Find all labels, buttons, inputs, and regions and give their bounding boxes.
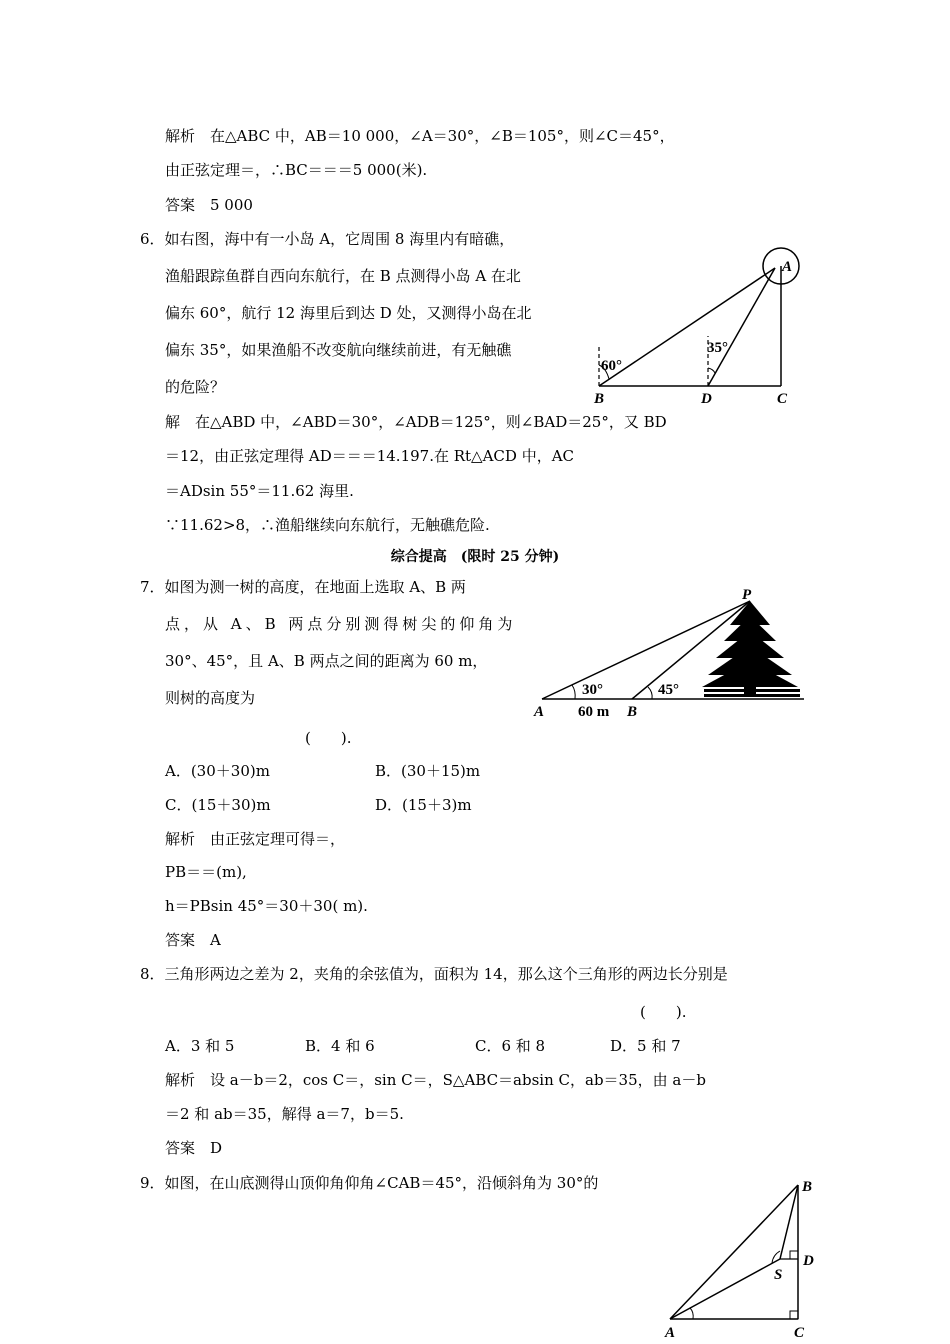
option-8-C: C．6 和 8 xyxy=(475,1037,546,1055)
solution-8-line-2: ＝2 和 ab＝35，解得 a＝7，b＝5. xyxy=(165,1105,404,1123)
problem-6-line-4: 偏东 35°，如果渔船不改变航向继续前进，有无触礁 xyxy=(165,341,512,359)
label-C: C xyxy=(777,391,788,407)
solution-6-line-2: ＝12，由正弦定理得 AD＝＝＝14.197.在 Rt△ACD 中，AC xyxy=(165,447,575,465)
problem-6-line-3: 偏东 60°，航行 12 海里后到达 D 处，又测得小岛在北 xyxy=(165,304,532,322)
problem-6-line-1: 6．如右图，海中有一小岛 A，它周围 8 海里内有暗礁， xyxy=(140,230,515,248)
figure-island-diagram xyxy=(585,240,815,410)
answer-8: 答案 D xyxy=(165,1139,223,1157)
solution-5-line-1: 解析 在△ABC 中，AB＝10 000，∠A＝30°，∠B＝105°，则∠C＝45°， xyxy=(165,127,675,145)
tree-icon xyxy=(702,601,800,697)
option-8-D: D．5 和 7 xyxy=(610,1037,681,1055)
option-8-B: B．4 和 6 xyxy=(305,1037,375,1055)
solution-6-line-3: ＝ADsin 55°＝11.62 海里. xyxy=(165,482,354,500)
figure-tree-diagram xyxy=(528,583,808,723)
solution-6-line-1: 解 在△ABD 中，∠ABD＝30°，∠ADB＝125°，则∠BAD＝25°，又 BD xyxy=(165,413,667,431)
problem-7-line-3: 30°、45°，且 A、B 两点之间的距离为 60 m， xyxy=(165,652,488,670)
problem-7-line-4: 则树的高度为 xyxy=(165,689,256,707)
distance-60m: 60 m xyxy=(578,704,610,720)
label-S: S xyxy=(774,1267,783,1283)
option-7-C: C．(15＋30)m xyxy=(165,796,271,814)
label-A: A xyxy=(665,1325,676,1341)
solution-5-line-2: 由正弦定理＝，∴BC＝＝＝5 000(米). xyxy=(165,161,428,179)
problem-7-paren: ( ). xyxy=(305,729,352,747)
problem-6-line-2: 渔船跟踪鱼群自西向东航行，在 B 点测得小岛 A 在北 xyxy=(165,267,521,285)
answer-7: 答案 A xyxy=(165,931,221,949)
option-7-D: D．(15＋3)m xyxy=(375,796,472,814)
section-heading: 综合提高 (限时 25 分钟) xyxy=(390,549,560,565)
problem-7-line-1: 7．如图为测一树的高度，在地面上选取 A、B 两 xyxy=(140,578,466,596)
label-A: A xyxy=(782,259,793,275)
angle-45: 45° xyxy=(658,682,679,698)
option-7-B: B．(30＋15)m xyxy=(375,762,481,780)
solution-7-line-1: 解析 由正弦定理可得＝， xyxy=(165,830,346,848)
label-D: D xyxy=(701,391,712,407)
problem-8-paren: ( ). xyxy=(640,1003,687,1021)
label-B: B xyxy=(594,391,605,407)
angle-30: 30° xyxy=(582,682,603,698)
option-8-A: A．3 和 5 xyxy=(165,1037,235,1055)
problem-8-line-1: 8．三角形两边之差为 2，夹角的余弦值为，面积为 14，那么这个三角形的两边长分别是 xyxy=(140,965,728,983)
label-C: C xyxy=(794,1325,805,1341)
problem-6-line-5: 的危险？ xyxy=(165,378,226,396)
solution-6-line-4: ∵11.62>8，∴渔船继续向东航行，无触礁危险. xyxy=(165,516,490,534)
angle-60: 60° xyxy=(601,358,622,374)
option-7-A: A．(30＋30)m xyxy=(165,762,270,780)
answer-5: 答案 5 000 xyxy=(165,196,253,214)
label-A: A xyxy=(534,704,545,720)
label-B: B xyxy=(802,1179,813,1195)
solution-7-line-2: PB＝＝(m), xyxy=(165,863,247,881)
problem-9-line-1: 9．如图，在山底测得山顶仰角仰角∠CAB＝45°，沿倾斜角为 30°的 xyxy=(140,1174,599,1192)
label-D: D xyxy=(803,1253,814,1269)
label-P: P xyxy=(742,587,752,603)
label-B: B xyxy=(627,704,638,720)
solution-8-line-1: 解析 设 a－b＝2，cos C＝，sin C＝，S△ABC＝absin C，ab＝35，由 a－b xyxy=(165,1071,706,1089)
solution-7-line-3: h＝PBsin 45°＝30＋30( m). xyxy=(165,897,368,915)
problem-7-line-2: 点，从 A、B 两点分别测得树尖的仰角为 xyxy=(165,615,517,633)
figure-mountain-diagram xyxy=(660,1175,830,1344)
angle-35: 35° xyxy=(707,340,728,356)
